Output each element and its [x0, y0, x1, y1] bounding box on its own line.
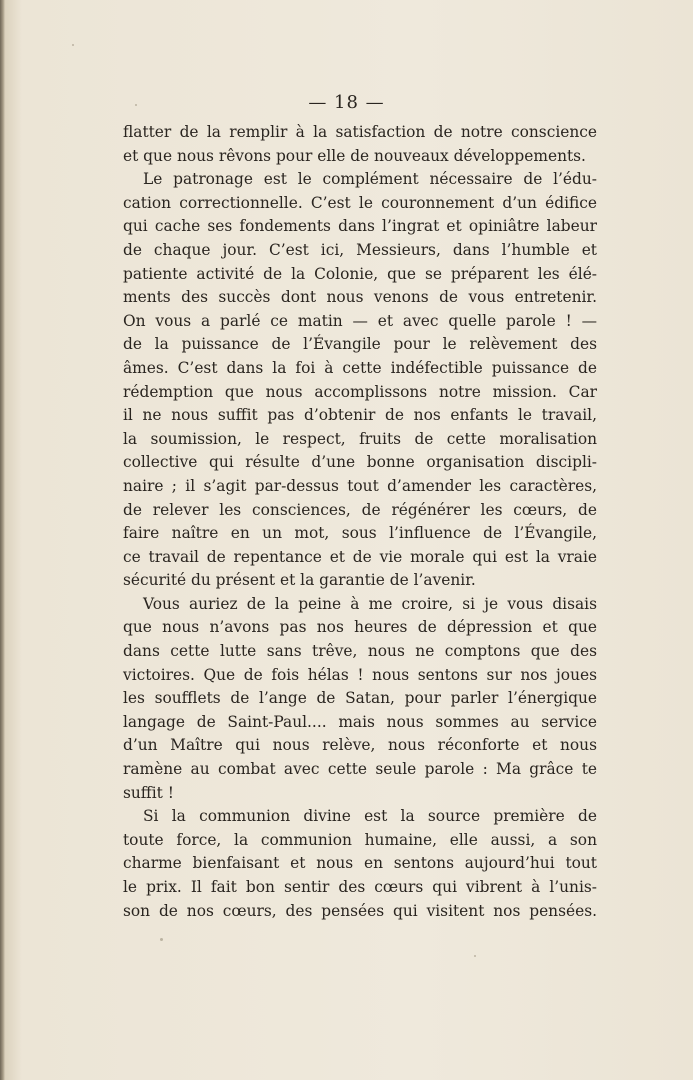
paper-speck [72, 44, 74, 46]
text-line: d’un Maître qui nous relève, nous réconforte et nous [123, 736, 597, 755]
text-line: Le patronage est le complément nécessaire de l’édu- [143, 170, 597, 189]
text-line: faire naître en un mot, sous l’influence de l’Évangile, [123, 524, 597, 543]
text-line: suffit ! [123, 783, 174, 802]
paper-speck [474, 955, 476, 957]
text-line: Si la communion divine est la source première de [143, 807, 597, 826]
text-line: sécurité du présent et la garantie de l’avenir. [123, 571, 476, 590]
text-line: de chaque jour. C’est ici, Messieurs, dans l’humble et [123, 240, 597, 259]
text-line: victoires. Que de fois hélas ! nous sentons sur nos joues [123, 665, 597, 684]
paper-speck [160, 938, 163, 941]
text-line: charme bienfaisant et nous en sentons aujourd’hui tout [123, 854, 597, 873]
text-line: naire ; il s’agit par-dessus tout d’amender les caractères, [123, 476, 597, 495]
page-binding-edge [0, 0, 5, 1080]
text-line: que nous n’avons pas nos heures de dépression et que [123, 618, 597, 637]
text-line: collective qui résulte d’une bonne organisation discipli- [123, 453, 597, 472]
text-line: ments des succès dont nous venons de vous entretenir. [123, 288, 597, 307]
text-line: qui cache ses fondements dans l’ingrat et opiniâtre labeur [123, 217, 597, 236]
text-line: ce travail de repentance et de vie morale qui est la vraie [123, 547, 597, 566]
text-line: langage de Saint-Paul.... mais nous sommes au service [123, 712, 597, 731]
text-line: de la puissance de l’Évangile pour le relèvement des [123, 335, 597, 354]
text-line: ramène au combat avec cette seule parole : Ma grâce te [123, 760, 597, 779]
text-line: dans cette lutte sans trêve, nous ne comptons que des [123, 642, 597, 661]
text-line: flatter de la remplir à la satisfaction de notre conscience [123, 123, 597, 141]
text-line: cation correctionnelle. C’est le couronnement d’un édifice [123, 193, 597, 212]
text-line: la soumission, le respect, fruits de cette moralisation [123, 429, 597, 448]
text-line: toute force, la communion humaine, elle aussi, a son [123, 830, 597, 849]
body-text [123, 121, 597, 923]
text-line: On vous a parlé ce matin — et avec quelle parole ! — [123, 311, 597, 330]
text-line: il ne nous suffit pas d’obtenir de nos enfants le travail, [123, 406, 597, 425]
text-line: de relever les consciences, de régénérer les cœurs, de [123, 500, 597, 519]
text-line: Vous auriez de la peine à me croire, si je vous disais [143, 594, 597, 613]
text-line: les soufflets de l’ange de Satan, pour parler l’énergique [123, 689, 597, 708]
page-number: — 18 — [308, 92, 385, 113]
text-line: et que nous rêvons pour elle de nouveaux développements. [123, 146, 586, 165]
text-line: patiente activité de la Colonie, que se préparent les élé- [123, 264, 597, 283]
paper-speck [135, 104, 137, 106]
text-line: le prix. Il fait bon sentir des cœurs qui vibrent à l’unis- [123, 878, 597, 896]
text-line: son de nos cœurs, des pensées qui visitent nos pensées. [123, 901, 597, 920]
text-line: rédemption que nous accomplissons notre mission. Car [123, 382, 597, 401]
text-line: âmes. C’est dans la foi à cette indéfectible puissance de [123, 358, 597, 377]
